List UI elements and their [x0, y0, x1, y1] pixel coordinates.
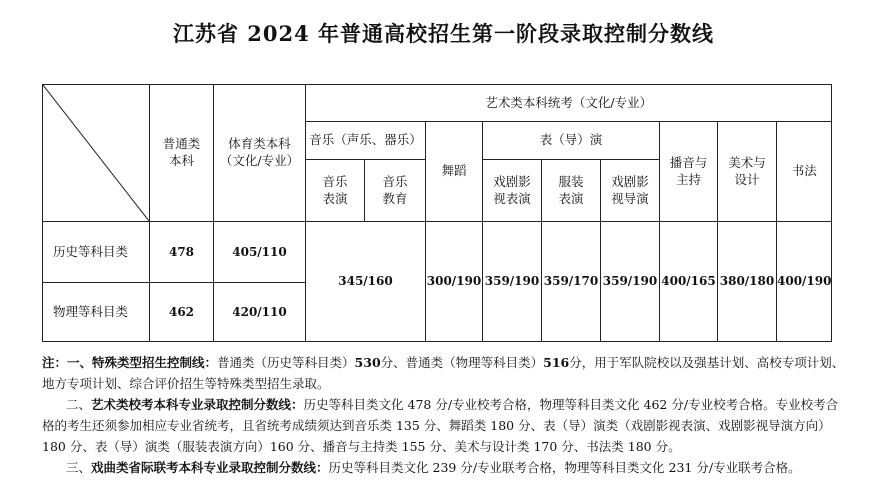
header-sports: 体育类本科 （文化/专业） [214, 85, 306, 222]
cell-broadcast: 400/165 [660, 222, 718, 342]
row-label-history: 历史等科目类 [43, 222, 150, 283]
header-drama: 戏剧影 视表演 [483, 160, 542, 222]
cell-fineart: 380/180 [718, 222, 777, 342]
header-director: 戏剧影 视导演 [601, 160, 660, 222]
table-row [43, 222, 832, 283]
header-music-education: 音乐 教育 [365, 160, 426, 222]
cell-general-history: 478 [150, 222, 214, 283]
header-music-performance: 音乐 表演 [306, 160, 365, 222]
cell-sports-physics: 420/110 [214, 283, 306, 342]
score-table [42, 84, 832, 342]
note-2: 二、艺术类校考本科专业录取控制分数线：历史等科目类文化 478 分/专业校考合格，物理等科目类文化 462 分/专业校考合格。专业校考合格的考生还须参加相应专业省统考，且省统考成绩须达到音乐类 135 分、舞蹈类 180 分、表（导）演类（戏剧影视表演、戏剧影视导演方向）180 分、表（导）演类（服装表演方向）160 分、播音与主持类 155 分、美术与设计类 170 分、书法类 180 分。 [42, 397, 839, 454]
header-broadcast: 播音与 主持 [660, 122, 718, 222]
cell-calligraphy: 400/190 [777, 222, 832, 342]
header-dance: 舞蹈 [426, 122, 483, 222]
cell-general-physics: 462 [150, 283, 214, 342]
header-fineart: 美术与 设计 [718, 122, 777, 222]
diagonal-header-cell [43, 85, 150, 222]
cell-music: 345/160 [306, 222, 426, 342]
header-calligraphy: 书法 [777, 122, 832, 222]
note-3: 三、戏曲类省际联考本科专业录取控制分数线：历史等科目类文化 239 分/专业联考合格，物理等科目类文化 231 分/专业联考合格。 [66, 460, 801, 475]
header-costume: 服装 表演 [542, 160, 601, 222]
notes [42, 352, 848, 478]
header-arts-group: 艺术类本科统考（文化/专业） [306, 85, 832, 122]
diagonal-line [43, 85, 149, 221]
row-label-physics: 物理等科目类 [43, 283, 150, 342]
header-performance-group: 表（导）演 [483, 122, 660, 160]
cell-dance: 300/190 [426, 222, 483, 342]
page-title: 江苏省 2024 年普通高校招生第一阶段录取控制分数线 [172, 21, 715, 46]
cell-sports-history: 405/110 [214, 222, 306, 283]
header-general: 普通类 本科 [150, 85, 214, 222]
cell-costume: 359/170 [542, 222, 601, 342]
note-1: 注：一、特殊类型招生控制线：普通类（历史等科目类）530分、普通类（物理等科目类）516分，用于军队院校以及强基计划、高校专项计划、地方专项计划、综合评价招生等特殊类型招生录取。 [42, 355, 845, 391]
cell-director: 359/190 [601, 222, 660, 342]
cell-drama: 359/190 [483, 222, 542, 342]
header-music: 音乐（声乐、器乐） [306, 122, 426, 160]
